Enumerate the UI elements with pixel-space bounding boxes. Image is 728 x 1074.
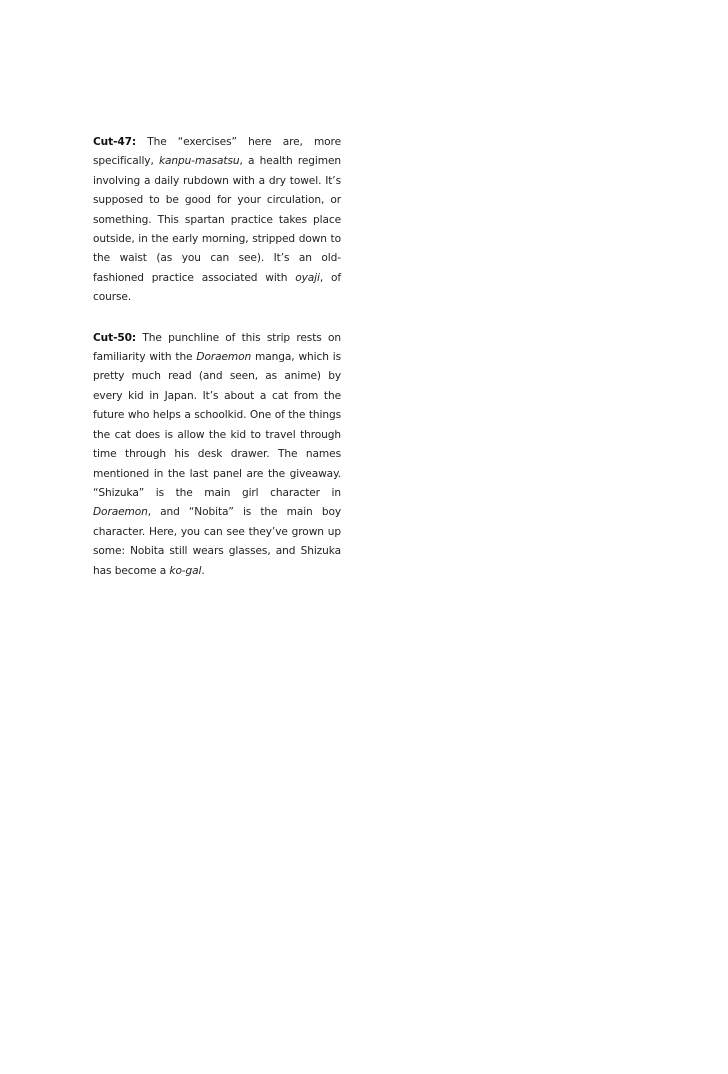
note-label: Cut-50: xyxy=(93,331,137,344)
note-term: oyaji xyxy=(295,271,320,284)
note-cut-47 xyxy=(93,133,341,308)
note-term: Doraemon xyxy=(196,351,252,364)
note-term: ko-gal xyxy=(169,564,202,577)
note-term: kanpu-masatsu xyxy=(159,155,240,168)
note-text: The punchline of this strip rests on familiarity with the xyxy=(93,331,341,364)
note-text: . xyxy=(201,564,205,577)
note-label: Cut-47: xyxy=(93,136,137,148)
translation-notes xyxy=(93,133,341,602)
note-text: , of course. xyxy=(93,271,341,304)
note-term: Doraemon xyxy=(93,506,148,519)
note-text: manga, which is pretty much read (and seen, as anime) by every kid in Japan. It’s about a cat from the future who helps a schoolkid. One of the things the cat does is allow the kid to travel through time through his desk drawer. The names mentioned in the last panel are the giveaway. “Shizuka” is the main girl character in xyxy=(93,351,341,499)
note-text: , a health regimen involving a daily rubdown with a dry towel. It’s supposed to be good for your circulation, or something. This spartan practice takes place outside, in the early morning, stripped down to the waist (as you can see). It’s an old-fashioned practice associated with xyxy=(93,155,342,284)
note-text: , and “Nobita” is the main boy character. Here, you can see they’ve grown up some: Nobita still wears glasses, and Shizuka has become a xyxy=(93,506,341,577)
note-text: The “exercises” here are, more specifically, xyxy=(93,136,341,168)
note-cut-50 xyxy=(93,329,341,581)
